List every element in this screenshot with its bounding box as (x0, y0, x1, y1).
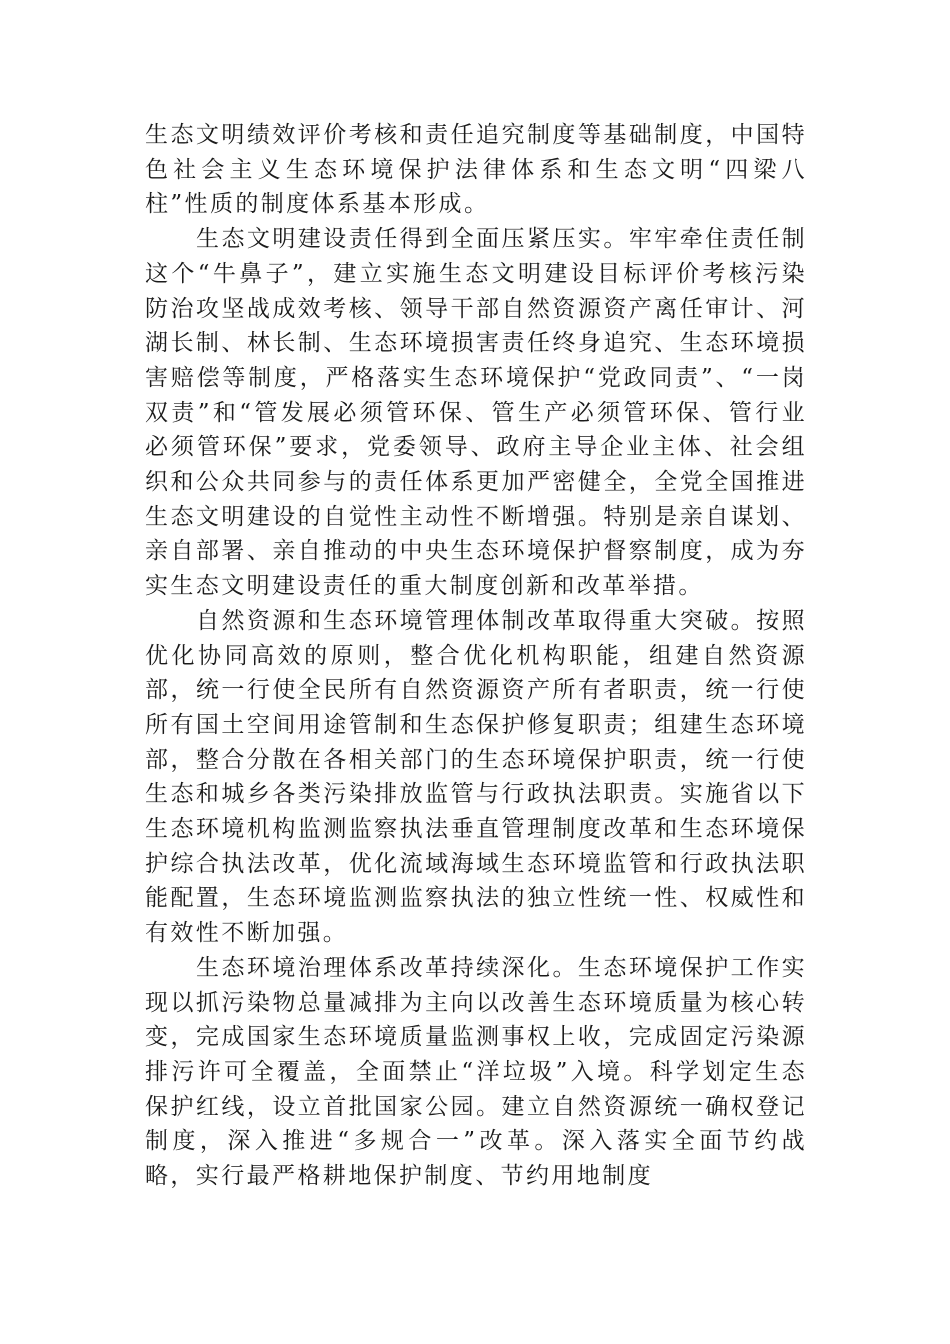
paragraph-4: 生态环境治理体系改革持续深化。生态环境保护工作实现以抓污染物总量减排为主向以改善生态环境质量为核心转变，完成国家生态环境质量监测事权上收，完成固定污染源排污许可全覆盖，全面禁止“洋垃圾”入境。科学划定生态保护红线，设立首批国家公园。建立自然资源统一确权登记制度，深入推进“多规合一”改革。深入落实全面节约战略，实行最严格耕地保护制度、节约用地制度 (145, 954, 807, 1190)
paragraph-2: 生态文明建设责任得到全面压紧压实。牢牢牵住责任制这个“牛鼻子”，建立实施生态文明建设目标评价考核污染防治攻坚战成效考核、领导干部自然资源资产离任审计、河湖长制、林长制、生态环境损害责任终身追究、生态环境损害赔偿等制度，严格落实生态环境保护“党政同责”、“一岗双责”和“管发展必须管环保、管生产必须管环保、管行业必须管环保”要求，党委领导、政府主导企业主体、社会组织和公众共同参与的责任体系更加严密健全，全党全国推进生态文明建设的自觉性主动性不断增强。特别是亲自谋划、亲自部署、亲自推动的中央生态环境保护督察制度，成为夯实生态文明建设责任的重大制度创新和改革举措。 (145, 226, 807, 600)
paragraph-3: 自然资源和生态环境管理体制改革取得重大突破。按照优化协同高效的原则，整合优化机构职能，组建自然资源部，统一行使全民所有自然资源资产所有者职责，统一行使所有国土空间用途管制和生态保护修复职责；组建生态环境部，整合分散在各相关部门的生态环境保护职责，统一行使生态和城乡各类污染排放监管与行政执法职责。实施省以下生态环境机构监测监察执法垂直管理制度改革和生态环境保护综合执法改革，优化流域海域生态环境监管和行政执法职能配置，生态环境监测监察执法的独立性统一性、权威性和有效性不断加强。 (145, 607, 807, 947)
paragraph-1: 生态文明绩效评价考核和责任追究制度等基础制度，中国特色社会主义生态环境保护法律体系和生态文明“四梁八柱”性质的制度体系基本形成。 (145, 122, 807, 218)
document-page (145, 118, 807, 1194)
